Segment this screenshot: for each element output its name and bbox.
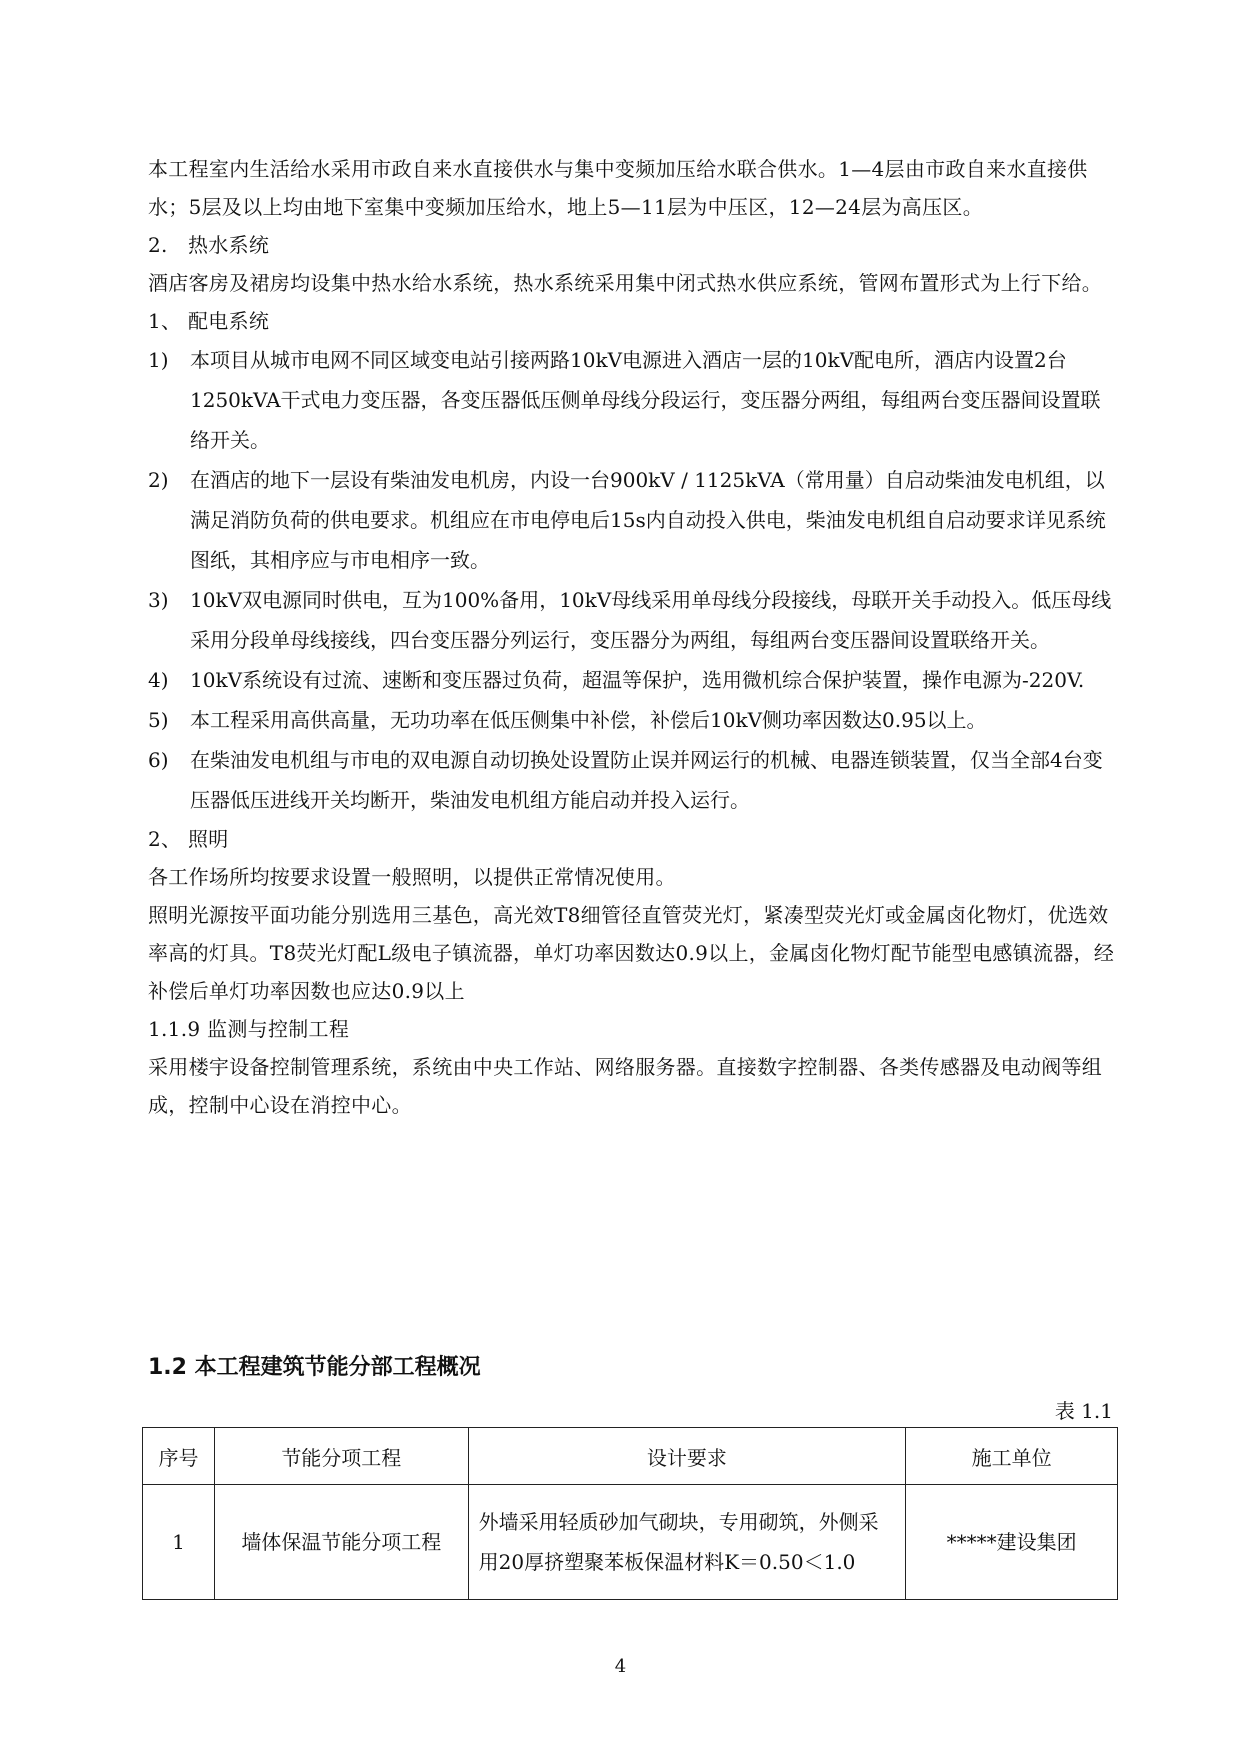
power-item — [148, 460, 1118, 580]
table-row — [143, 1485, 1118, 1600]
table-cell-item: 墙体保温节能分项工程 — [214, 1485, 468, 1600]
lighting-heading: 2、 照明 — [148, 827, 229, 851]
power-item-text: 10kV系统设有过流、速断和变压器过负荷，超温等保护，选用微机综合保护装置，操作电源为-220V. — [190, 668, 1085, 692]
table-cell-contractor: *****建设集团 — [906, 1485, 1118, 1600]
monitoring-paragraph: 采用楼宇设备控制管理系统，系统由中央工作站、网络服务器。直接数字控制器、各类传感器及电动阀等组成，控制中心设在消控中心。 — [148, 1055, 1103, 1117]
power-item — [148, 660, 1118, 700]
power-item — [148, 580, 1118, 660]
power-item-text: 本项目从城市电网不同区域变电站引接两路10kV电源进入酒店一层的10kV配电所，酒店内设置2台1250kVA干式电力变压器，各变压器低压侧单母线分段运行，变压器分两组，每组两台变压器间设置联络开关。 — [190, 348, 1101, 452]
monitoring-heading: 1.1.9 监测与控制工程 — [148, 1017, 350, 1041]
power-item — [148, 700, 1118, 740]
table-cell-no: 1 — [143, 1485, 215, 1600]
hot-water-paragraph: 酒店客房及裙房均设集中热水给水系统，热水系统采用集中闭式热水供应系统，管网布置形式为上行下给。 — [148, 271, 1103, 295]
table-header-cell: 节能分项工程 — [214, 1428, 468, 1485]
power-item-text: 本工程采用高供高量，无功功率在低压侧集中补偿，补偿后10kV侧功率因数达0.95以上。 — [190, 708, 987, 732]
hot-water-heading: 2. 热水系统 — [148, 233, 270, 257]
table-header-cell: 施工单位 — [906, 1428, 1118, 1485]
power-item-text: 在柴油发电机组与市电的双电源自动切换处设置防止误并网运行的机械、电器连锁装置，仅当全部4台变压器低压进线开关均断开，柴油发电机组方能启动并投入运行。 — [190, 748, 1103, 812]
table-caption: 表 1.1 — [1054, 1399, 1113, 1423]
page-body — [148, 150, 1118, 1124]
power-item — [148, 340, 1118, 460]
power-item-number: 5) — [148, 708, 169, 732]
lighting-paragraph: 各工作场所均按要求设置一般照明，以提供正常情况使用。 — [148, 865, 676, 889]
section-title: 1.2 本工程建筑节能分部工程概况 — [148, 1355, 481, 1380]
power-system-heading: 1、 配电系统 — [148, 309, 270, 333]
lighting-source-paragraph: 照明光源按平面功能分别选用三基色，高光效T8细管径直管荧光灯，紧凑型荧光灯或金属卤化物灯，优选效率高的灯具。T8荧光灯配L级电子镇流器，单灯功率因数达0.9以上，金属卤化物灯配节能型电感镇流器，经补偿后单灯功率因数也应达0.9以上 — [148, 903, 1115, 1003]
power-item-number: 4) — [148, 668, 169, 692]
energy-saving-table — [142, 1427, 1118, 1600]
power-item-number: 3) — [148, 588, 169, 612]
table-header-cell: 序号 — [143, 1428, 215, 1485]
power-item-number: 6) — [148, 748, 169, 772]
water-supply-paragraph: 本工程室内生活给水采用市政自来水直接供水与集中变频加压给水联合供水。1—4层由市政自来水直接供水；5层及以上均由地下室集中变频加压给水，地上5—11层为中压区，12—24层为高压区。 — [148, 157, 1088, 219]
table-cell-requirement: 外墙采用轻质砂加气砌块，专用砌筑，外侧采用20厚挤塑聚苯板保温材料K＝0.50＜1.0 — [468, 1485, 906, 1600]
power-item-text: 10kV双电源同时供电，互为100%备用，10kV母线采用单母线分段接线，母联开关手动投入。低压母线采用分段单母线接线，四台变压器分列运行，变压器分为两组，每组两台变压器间设置联络开关。 — [190, 588, 1112, 652]
power-item-number: 1) — [148, 348, 169, 372]
power-item-number: 2) — [148, 468, 169, 492]
power-item — [148, 740, 1118, 820]
table-header-row — [143, 1428, 1118, 1485]
page-number: 4 — [614, 1656, 627, 1677]
power-item-text: 在酒店的地下一层设有柴油发电机房，内设一台900kV / 1125kVA（常用量）自启动柴油发电机组，以满足消防负荷的供电要求。机组应在市电停电后15s内自动投入供电，柴油发电机组自启动要求详见系统图纸，其相序应与市电相序一致。 — [190, 468, 1106, 572]
table-header-cell: 设计要求 — [468, 1428, 906, 1485]
